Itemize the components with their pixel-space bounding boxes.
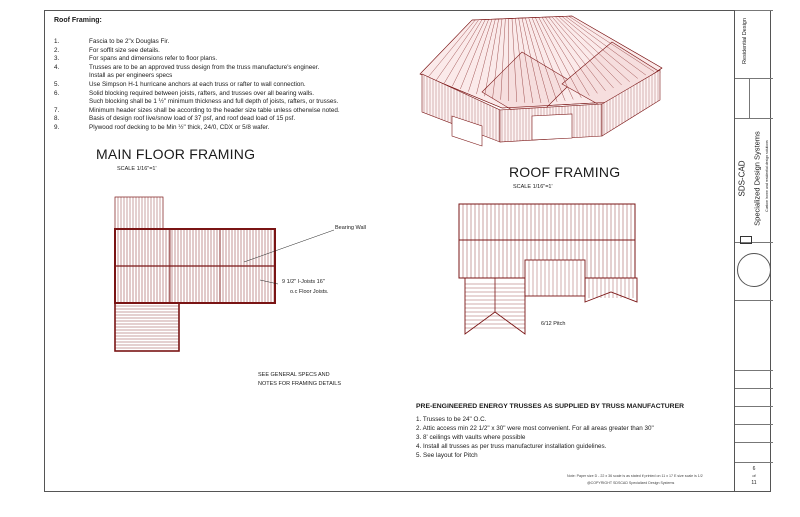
note-text: Install as per engineers specs (89, 72, 173, 80)
note-text: For spans and dimensions refer to floor plans. (89, 55, 218, 63)
truss-note-item: 4. Install all trusses as per truss manufacturer installation guidelines. (416, 443, 607, 450)
main-floor-framing-title: MAIN FLOOR FRAMING (96, 146, 256, 162)
sheet-number: 6 (752, 466, 756, 472)
note-number: 6. (54, 89, 60, 97)
note-item (54, 98, 414, 107)
roof-framing-3d-view (412, 12, 670, 164)
company-name: Specialized Design Systems (752, 131, 762, 226)
note-text: Solid blocking required between joists, rafters, and trusses over all bearing walls. (89, 89, 315, 97)
truss-note-item: 2. Attic access min 22 1/2" x 30" were most convenient. For all areas greater than 30" (416, 425, 654, 432)
sheet-of: of (752, 473, 756, 478)
note-text: For soffit size see details. (89, 46, 160, 54)
note-item (54, 47, 414, 56)
general-notes-list (54, 38, 414, 133)
note-item (54, 72, 414, 81)
note-number: 1. (54, 38, 60, 45)
sheet-total: 11 (751, 480, 757, 486)
note-number: 7. (54, 106, 60, 114)
note-number: 4. (54, 63, 60, 71)
company-short-name: SDS-CAD (737, 160, 747, 197)
note-number: 3. (54, 55, 60, 63)
note-text: Plywood roof decking to be Min ½" thick, 24/0, CDX or 5/8 wafer. (89, 123, 270, 131)
note-item (54, 107, 414, 116)
copyright-note: @COPYRIGHT SDSCAD Specialized Design Systems (587, 481, 675, 485)
truss-note-item: 3. 8' ceilings with vaults where possible (416, 434, 526, 441)
notes-title: Roof Framing: (54, 17, 102, 24)
note-item (54, 38, 414, 47)
roof-framing-scale: SCALE 1/16"=1' (513, 184, 553, 190)
main-floor-scale: SCALE 1/16"=1' (117, 166, 157, 172)
truss-note-item: 1. Trusses to be 24" O.C. (416, 416, 487, 423)
note-text: Such blocking shall be 1 ½" minimum thickness and full depth of joists, rafters, or trusses. (89, 98, 339, 106)
trusses-list (416, 415, 654, 460)
see-specs-line2: NOTES FOR FRAMING DETAILS (258, 381, 342, 387)
title-block (734, 10, 773, 492)
note-text: Trusses are to be an approved truss design from the truss manufacture's engineer. (89, 63, 320, 71)
truss-note-item: 5. See layout for Pitch (416, 452, 478, 459)
roof-framing-plan (455, 200, 645, 340)
note-item (54, 124, 414, 133)
main-floor-framing-plan (110, 192, 280, 362)
note-item (54, 81, 414, 90)
paper-size-note: Note: Paper size D - 22 x 36 scale is as stated if printed on 11 x 17 E size scale is 1/2 (567, 474, 703, 478)
project-type-label: Residential Design (742, 18, 748, 64)
joists-label-line1: 9 1/2" I-Joists 16" (282, 279, 325, 285)
note-text: Use Simpson H-1 hurricane anchors at each truss or rafter to wall connection. (89, 80, 306, 88)
company-logo-circle (737, 253, 771, 287)
note-text: Minimum header sizes shall be according to the header size table unless otherwise noted. (89, 106, 340, 114)
see-specs-line1: SEE GENERAL SPECS AND (258, 372, 330, 378)
note-number: 5. (54, 80, 60, 88)
note-number: 2. (54, 46, 60, 54)
note-item (54, 55, 414, 64)
note-item (54, 90, 414, 99)
note-number: 8. (54, 115, 60, 123)
roof-pitch-label: 6/12 Pitch (541, 321, 566, 327)
note-item (54, 115, 414, 124)
roof-framing-title: ROOF FRAMING (509, 164, 621, 180)
note-text: Fascia to be 2"x Douglas Fir. (89, 38, 170, 45)
trusses-title: PRE-ENGINEERED ENERGY TRUSSES AS SUPPLIED BY TRUSS MANUFACTURER (416, 403, 685, 410)
logo-mark (740, 236, 752, 244)
bearing-wall-label: Bearing Wall (335, 225, 366, 231)
note-number: 9. (54, 123, 60, 131)
note-text: Basis of design roof live/snow load of 37 psf, and roof dead load of 15 psf. (89, 115, 296, 123)
joists-label-line2: o.c Floor Joists. (290, 289, 329, 295)
company-tagline: Custom home and residential design solutions (765, 140, 769, 212)
note-item (54, 64, 414, 73)
